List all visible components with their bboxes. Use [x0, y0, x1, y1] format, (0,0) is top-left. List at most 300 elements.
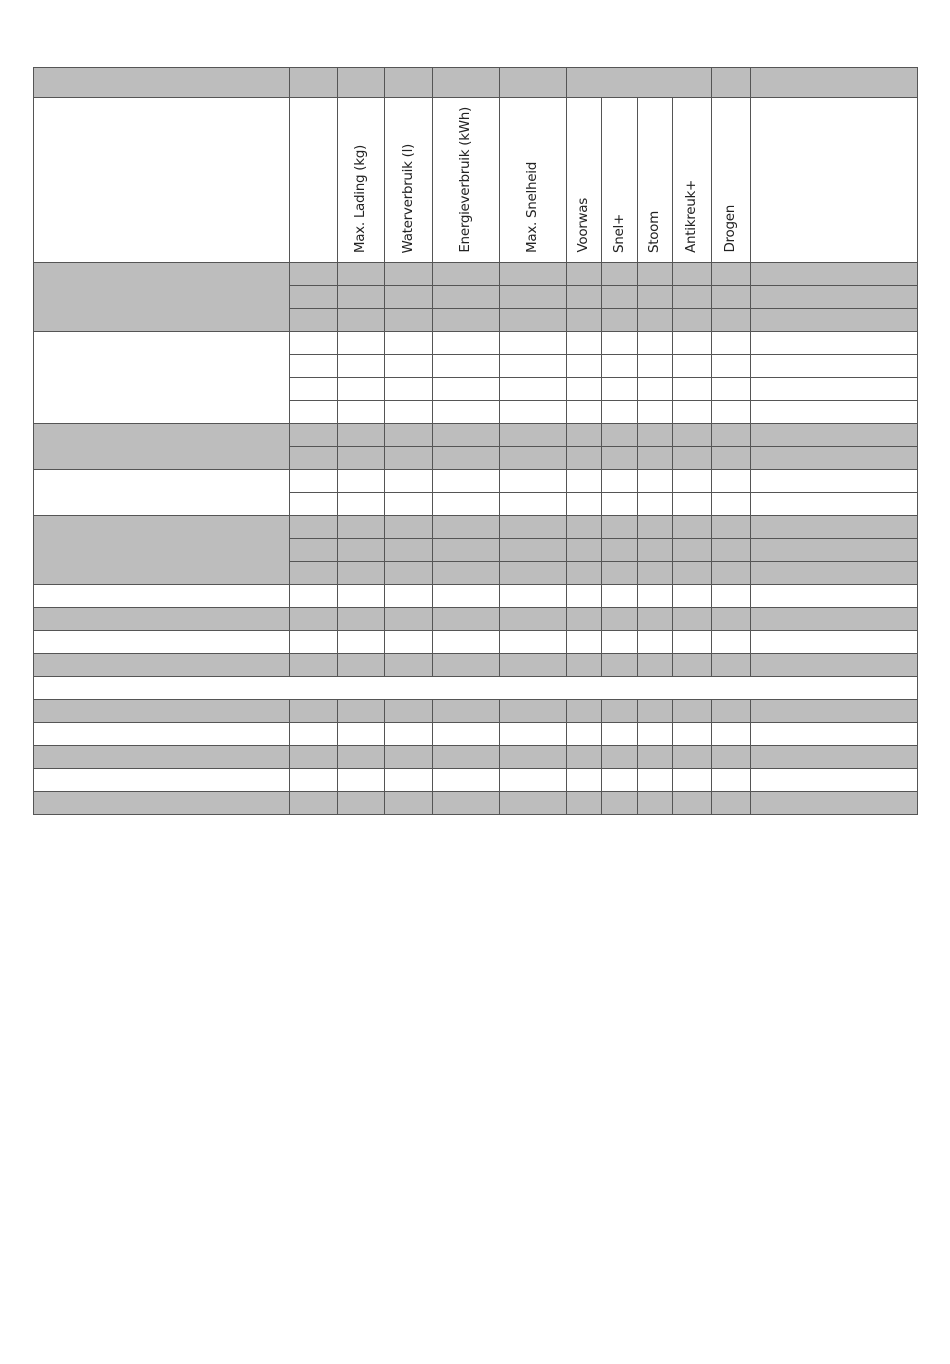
table-cell	[385, 562, 433, 585]
table-cell	[385, 263, 433, 286]
table-row	[34, 516, 918, 539]
table-cell	[712, 769, 751, 792]
table-cell	[500, 746, 567, 769]
table-row	[34, 585, 918, 608]
table-cell	[673, 401, 712, 424]
table-cell	[712, 516, 751, 539]
table-cell	[751, 700, 918, 723]
table-cell	[638, 470, 673, 493]
column-label-energieverbruik: Energieverbruik (kWh)	[457, 107, 474, 253]
header-cell-remarks	[751, 98, 918, 263]
table-cell	[290, 723, 338, 746]
table-cell	[338, 286, 385, 309]
header-cell	[751, 68, 918, 98]
table-cell	[638, 654, 673, 677]
table-cell	[673, 470, 712, 493]
table-cell	[500, 769, 567, 792]
table-cell	[433, 700, 500, 723]
table-cell	[385, 309, 433, 332]
table-cell	[290, 700, 338, 723]
table-row	[34, 631, 918, 654]
table-cell	[338, 516, 385, 539]
table-cell	[602, 424, 638, 447]
table-cell	[567, 286, 602, 309]
table-cell	[602, 355, 638, 378]
header-cell	[290, 68, 338, 98]
table-cell	[673, 585, 712, 608]
table-cell	[290, 608, 338, 631]
table-cell	[712, 631, 751, 654]
table-cell	[433, 263, 500, 286]
table-cell	[751, 608, 918, 631]
table-cell	[290, 263, 338, 286]
table-cell	[338, 493, 385, 516]
table-cell	[433, 447, 500, 470]
table-cell	[433, 332, 500, 355]
table-cell	[712, 263, 751, 286]
table-cell	[338, 401, 385, 424]
header-cell	[338, 68, 385, 98]
program-name-cell	[34, 332, 290, 424]
table-cell	[338, 608, 385, 631]
table-cell	[500, 263, 567, 286]
table-cell	[338, 723, 385, 746]
table-cell	[673, 447, 712, 470]
table-cell	[673, 493, 712, 516]
table-cell	[385, 631, 433, 654]
table-cell	[433, 562, 500, 585]
table-cell	[638, 332, 673, 355]
table-cell	[673, 562, 712, 585]
table-row	[34, 608, 918, 631]
column-label-snel-plus: Snel+	[610, 214, 627, 253]
table-cell	[433, 424, 500, 447]
table-cell	[290, 309, 338, 332]
table-cell	[338, 263, 385, 286]
table-cell	[567, 792, 602, 815]
table-cell	[500, 700, 567, 723]
table-cell	[638, 309, 673, 332]
table-cell	[338, 585, 385, 608]
table-cell	[500, 424, 567, 447]
table-cell	[673, 286, 712, 309]
table-cell	[385, 792, 433, 815]
table-cell	[290, 516, 338, 539]
table-cell	[712, 585, 751, 608]
table-cell	[673, 355, 712, 378]
table-cell	[567, 746, 602, 769]
table-cell	[602, 401, 638, 424]
header-stoom	[638, 98, 673, 263]
table-cell	[290, 470, 338, 493]
table-row	[34, 263, 918, 286]
table-cell	[567, 585, 602, 608]
header-antikreuk-plus	[673, 98, 712, 263]
table-cell	[500, 493, 567, 516]
table-cell	[385, 332, 433, 355]
table-cell	[385, 608, 433, 631]
table-column-header-row	[34, 98, 918, 263]
table-cell	[385, 746, 433, 769]
program-name-cell	[34, 769, 290, 792]
table-cell	[751, 516, 918, 539]
table-cell	[638, 769, 673, 792]
table-cell	[602, 769, 638, 792]
table-cell	[751, 539, 918, 562]
table-cell	[638, 723, 673, 746]
program-name-cell	[34, 700, 290, 723]
table-cell	[712, 378, 751, 401]
header-drogen	[712, 98, 751, 263]
table-cell	[673, 309, 712, 332]
table-cell	[433, 608, 500, 631]
table-cell	[602, 723, 638, 746]
table-cell	[673, 769, 712, 792]
table-cell	[500, 562, 567, 585]
table-cell	[602, 263, 638, 286]
table-cell	[500, 608, 567, 631]
table-cell	[290, 585, 338, 608]
table-cell	[602, 286, 638, 309]
table-cell	[638, 539, 673, 562]
table-cell	[712, 539, 751, 562]
header-cell-temperature	[290, 98, 338, 263]
table-cell	[290, 401, 338, 424]
table-cell	[673, 608, 712, 631]
table-cell	[751, 769, 918, 792]
table-cell	[751, 447, 918, 470]
table-cell	[673, 654, 712, 677]
table-cell	[712, 447, 751, 470]
table-cell	[638, 447, 673, 470]
table-cell	[433, 792, 500, 815]
program-name-cell	[34, 792, 290, 815]
table-cell	[712, 493, 751, 516]
table-cell	[500, 447, 567, 470]
table-cell	[567, 562, 602, 585]
table-cell	[751, 746, 918, 769]
table-cell	[290, 654, 338, 677]
table-cell-spanning	[34, 677, 918, 700]
table-cell	[500, 355, 567, 378]
table-cell	[602, 792, 638, 815]
column-label-waterverbruik: Waterverbruik (l)	[399, 143, 416, 253]
table-cell	[567, 309, 602, 332]
table-cell	[433, 401, 500, 424]
table-cell	[433, 539, 500, 562]
table-cell	[602, 608, 638, 631]
table-row	[34, 746, 918, 769]
header-energieverbruik	[433, 98, 500, 263]
table-cell	[602, 309, 638, 332]
table-cell	[567, 769, 602, 792]
program-table	[33, 67, 918, 815]
table-cell	[567, 539, 602, 562]
header-cell-options	[567, 68, 712, 98]
program-name-cell	[34, 585, 290, 608]
table-cell	[500, 723, 567, 746]
table-cell	[673, 332, 712, 355]
program-name-cell	[34, 654, 290, 677]
table-cell	[567, 424, 602, 447]
table-cell	[602, 631, 638, 654]
table-cell	[500, 792, 567, 815]
table-cell	[602, 378, 638, 401]
table-cell	[500, 286, 567, 309]
table-cell	[385, 424, 433, 447]
table-cell	[567, 654, 602, 677]
table-cell	[290, 631, 338, 654]
table-cell	[751, 401, 918, 424]
table-row	[34, 677, 918, 700]
table-cell	[385, 286, 433, 309]
table-cell	[385, 700, 433, 723]
table-cell	[433, 286, 500, 309]
table-cell	[500, 631, 567, 654]
table-cell	[602, 493, 638, 516]
table-cell	[567, 332, 602, 355]
header-cell	[712, 68, 751, 98]
table-cell	[338, 631, 385, 654]
table-cell	[751, 723, 918, 746]
column-label-stoom: Stoom	[646, 210, 663, 253]
table-cell	[500, 654, 567, 677]
table-cell	[433, 355, 500, 378]
table-cell	[712, 654, 751, 677]
table-cell	[638, 493, 673, 516]
table-cell	[673, 263, 712, 286]
table-cell	[385, 539, 433, 562]
header-cell-program	[34, 98, 290, 263]
table-row	[34, 654, 918, 677]
table-cell	[638, 792, 673, 815]
program-table-body	[34, 68, 918, 815]
table-cell	[567, 631, 602, 654]
table-cell	[338, 769, 385, 792]
table-cell	[602, 746, 638, 769]
table-cell	[602, 585, 638, 608]
table-cell	[602, 516, 638, 539]
table-cell	[338, 746, 385, 769]
table-cell	[433, 378, 500, 401]
program-name-cell	[34, 470, 290, 516]
table-cell	[567, 608, 602, 631]
table-cell	[638, 424, 673, 447]
table-cell	[567, 401, 602, 424]
table-cell	[500, 585, 567, 608]
table-row	[34, 424, 918, 447]
header-cell	[433, 68, 500, 98]
table-cell	[673, 424, 712, 447]
table-cell	[433, 516, 500, 539]
table-cell	[385, 378, 433, 401]
table-cell	[338, 378, 385, 401]
table-cell	[673, 723, 712, 746]
table-cell	[638, 631, 673, 654]
table-cell	[673, 631, 712, 654]
table-cell	[385, 654, 433, 677]
table-cell	[712, 608, 751, 631]
column-label-max-lading: Max. Lading (kg)	[352, 144, 369, 253]
header-waterverbruik	[385, 98, 433, 263]
table-cell	[433, 309, 500, 332]
header-max-snelheid	[500, 98, 567, 263]
table-cell	[673, 746, 712, 769]
table-cell	[500, 378, 567, 401]
table-cell	[751, 286, 918, 309]
table-cell	[385, 447, 433, 470]
table-cell	[602, 654, 638, 677]
program-name-cell	[34, 424, 290, 470]
table-cell	[712, 792, 751, 815]
table-cell	[385, 769, 433, 792]
table-cell	[638, 608, 673, 631]
table-cell	[712, 332, 751, 355]
table-cell	[673, 378, 712, 401]
table-cell	[751, 263, 918, 286]
table-cell	[290, 792, 338, 815]
table-cell	[500, 516, 567, 539]
table-cell	[751, 355, 918, 378]
header-max-lading	[338, 98, 385, 263]
table-cell	[500, 309, 567, 332]
column-label-antikreuk-plus: Antikreuk+	[683, 180, 700, 253]
header-cell	[385, 68, 433, 98]
table-cell	[638, 562, 673, 585]
table-cell	[712, 424, 751, 447]
column-label-max-snelheid: Max. Snelheid	[524, 162, 541, 253]
table-cell	[433, 585, 500, 608]
table-cell	[602, 470, 638, 493]
table-cell	[433, 654, 500, 677]
table-cell	[712, 470, 751, 493]
table-cell	[567, 470, 602, 493]
table-cell	[638, 355, 673, 378]
table-cell	[338, 562, 385, 585]
table-cell	[602, 332, 638, 355]
table-cell	[673, 516, 712, 539]
header-snel-plus	[602, 98, 638, 263]
table-cell	[290, 746, 338, 769]
table-cell	[638, 700, 673, 723]
table-cell	[290, 332, 338, 355]
table-cell	[433, 470, 500, 493]
table-cell	[290, 424, 338, 447]
column-label-voorwas: Voorwas	[575, 198, 592, 253]
table-cell	[751, 378, 918, 401]
header-cell	[34, 68, 290, 98]
table-cell	[712, 746, 751, 769]
table-cell	[290, 539, 338, 562]
table-cell	[385, 585, 433, 608]
table-cell	[712, 723, 751, 746]
table-cell	[338, 309, 385, 332]
table-cell	[500, 401, 567, 424]
table-cell	[385, 355, 433, 378]
table-cell	[338, 792, 385, 815]
table-cell	[712, 562, 751, 585]
program-name-cell	[34, 631, 290, 654]
table-cell	[751, 792, 918, 815]
table-cell	[290, 355, 338, 378]
table-cell	[290, 286, 338, 309]
table-cell	[290, 447, 338, 470]
table-cell	[433, 746, 500, 769]
table-cell	[602, 447, 638, 470]
table-cell	[338, 470, 385, 493]
table-group-header-row	[34, 68, 918, 98]
table-row	[34, 723, 918, 746]
table-cell	[751, 631, 918, 654]
program-name-cell	[34, 723, 290, 746]
table-cell	[290, 769, 338, 792]
program-name-cell	[34, 516, 290, 585]
table-cell	[751, 470, 918, 493]
table-cell	[638, 401, 673, 424]
header-cell	[500, 68, 567, 98]
table-cell	[433, 723, 500, 746]
table-row	[34, 700, 918, 723]
table-cell	[751, 654, 918, 677]
table-cell	[338, 355, 385, 378]
table-cell	[338, 447, 385, 470]
table-cell	[712, 700, 751, 723]
table-cell	[638, 263, 673, 286]
table-cell	[500, 470, 567, 493]
table-cell	[712, 401, 751, 424]
table-cell	[567, 378, 602, 401]
program-name-cell	[34, 263, 290, 332]
table-cell	[712, 355, 751, 378]
table-cell	[567, 723, 602, 746]
table-cell	[751, 424, 918, 447]
table-cell	[567, 447, 602, 470]
table-cell	[338, 700, 385, 723]
table-cell	[602, 700, 638, 723]
table-cell	[751, 562, 918, 585]
table-row	[34, 792, 918, 815]
table-cell	[433, 493, 500, 516]
table-cell	[290, 493, 338, 516]
table-cell	[567, 516, 602, 539]
table-row	[34, 769, 918, 792]
table-cell	[638, 378, 673, 401]
table-cell	[673, 700, 712, 723]
table-cell	[385, 493, 433, 516]
table-cell	[433, 631, 500, 654]
table-cell	[385, 723, 433, 746]
table-cell	[567, 493, 602, 516]
column-label-drogen: Drogen	[722, 205, 739, 253]
table-cell	[500, 539, 567, 562]
table-cell	[290, 562, 338, 585]
table-cell	[638, 585, 673, 608]
table-cell	[338, 654, 385, 677]
table-cell	[385, 470, 433, 493]
table-cell	[567, 263, 602, 286]
table-cell	[500, 332, 567, 355]
program-name-cell	[34, 608, 290, 631]
table-row	[34, 470, 918, 493]
table-row	[34, 332, 918, 355]
table-cell	[338, 332, 385, 355]
table-cell	[433, 769, 500, 792]
table-cell	[751, 332, 918, 355]
table-cell	[751, 493, 918, 516]
table-cell	[638, 516, 673, 539]
program-name-cell	[34, 746, 290, 769]
table-cell	[567, 700, 602, 723]
